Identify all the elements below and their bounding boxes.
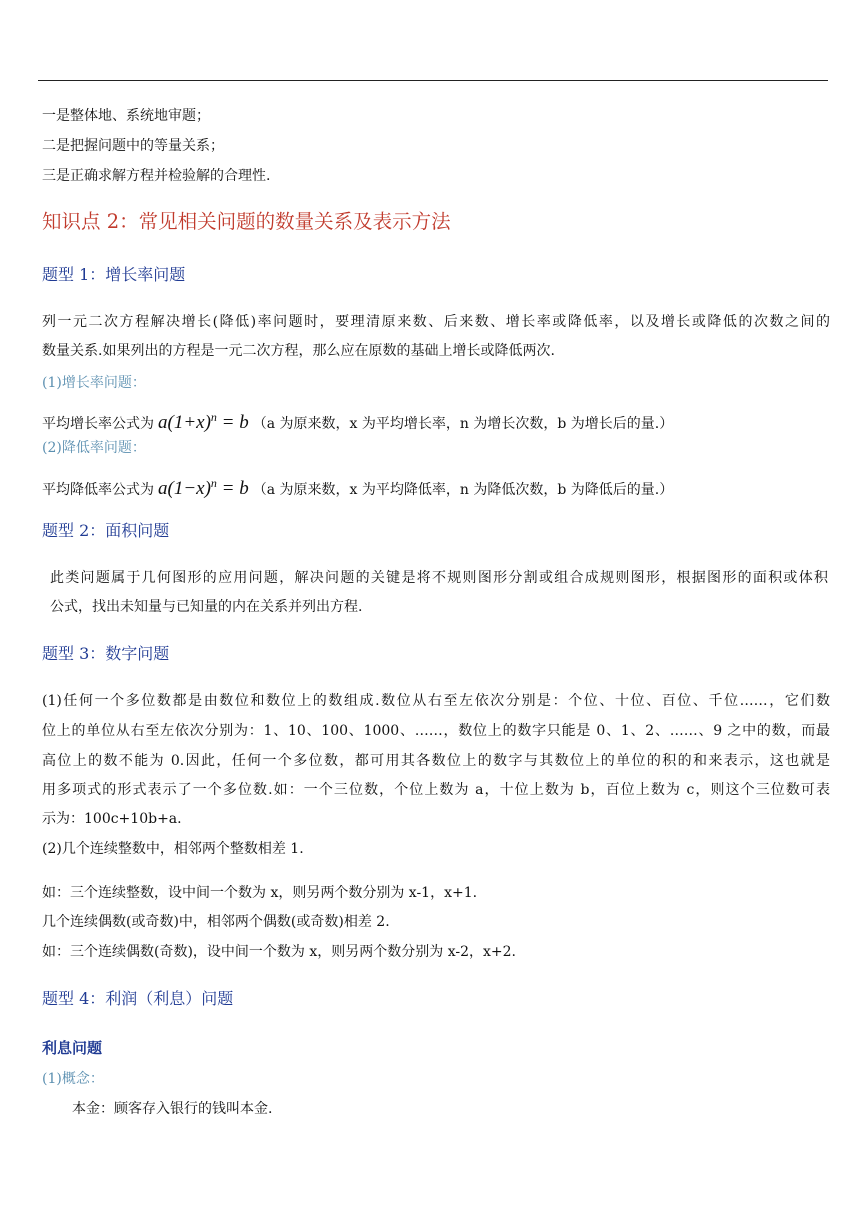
type3-title: 题型 3：数字问题 — [42, 644, 170, 663]
growth-formula-exponent: n — [210, 410, 217, 424]
growth-prefix: 平均增长率公式为 — [42, 416, 154, 432]
principal-definition: 本金：顾客存入银行的钱叫本金. — [72, 1101, 273, 1117]
type2-para-line-1: 此类问题属于几何图形的应用问题，解决问题的关键是将不规则图形分割或组合成规则图形，根据图形的面积或体积 — [50, 570, 828, 586]
type3-example-1: 如：三个连续整数，设中间一个数为 x，则另两个数分别为 x-1，x+1. — [42, 885, 478, 901]
decline-formula-base: a(1−x) — [158, 478, 211, 499]
type3-example-3: 如：三个连续偶数(奇数)，设中间一个数为 x，则另两个数分别为 x-2，x+2. — [42, 944, 516, 960]
type3-p1-line-2: 位上的单位从右至左依次分别为：1、10、100、1000、……，数位上的数字只能是 0、1、2、……、9 之中的数，而最 — [42, 723, 830, 739]
type1-para-line-2: 数量关系.如果列出的方程是一元二次方程，那么应在原数的基础上增长或降低两次. — [42, 343, 555, 359]
type3-p1-line-5: 示为：100c+10b+a. — [42, 811, 182, 827]
intro-line-1: 一是整体地、系统地审题； — [42, 108, 210, 124]
type3-p2: (2)几个连续整数中，相邻两个整数相差 1. — [42, 841, 304, 857]
type2-title: 题型 2：面积问题 — [42, 521, 170, 540]
growth-formula-base: a(1+x) — [158, 412, 211, 433]
growth-formula-line — [42, 404, 674, 433]
interest-subtitle: 利息问题 — [42, 1039, 103, 1057]
decline-subheading: (2)降低率问题： — [42, 440, 146, 456]
decline-note: （a 为原来数，x 为平均降低率，n 为降低次数，b 为降低后的量.） — [252, 482, 674, 498]
type3-p1-line-1: (1)任何一个多位数都是由数位和数位上的数组成.数位从右至左依次分别是：个位、十位、百位、千位……，它们数 — [42, 693, 830, 709]
decline-formula-exponent: n — [210, 476, 217, 490]
type2-para-line-2: 公式，找出未知量与已知量的内在关系并列出方程. — [50, 599, 363, 615]
decline-formula-line — [42, 470, 674, 499]
decline-formula-rhs: = b — [216, 478, 249, 499]
growth-formula-rhs: = b — [216, 412, 249, 433]
type3-example-2: 几个连续偶数(或奇数)中，相邻两个偶数(或奇数)相差 2. — [42, 914, 390, 930]
type4-title: 题型 4：利润（利息）问题 — [42, 989, 234, 1008]
type3-p1-line-4: 用多项式的形式表示了一个多位数.如：一个三位数，个位上数为 a，十位上数为 b，百位上数为 c，则这个三位数可表 — [42, 782, 830, 798]
type1-title: 题型 1：增长率问题 — [42, 265, 186, 284]
growth-formula — [154, 412, 253, 433]
header-rule — [38, 80, 828, 81]
concept-subheading: (1)概念： — [42, 1071, 104, 1087]
type3-p1-line-3: 高位上的数不能为 0.因此，任何一个多位数，都可用其各数位上的数字与其数位上的单位的积的和来表示，这也就是 — [42, 753, 830, 769]
decline-formula — [154, 478, 253, 499]
type1-para-line-1: 列一元二次方程解决增长(降低)率问题时，要理清原来数、后来数、增长率或降低率，以及增长或降低的次数之间的 — [42, 314, 830, 330]
intro-line-3: 三是正确求解方程并检验解的合理性. — [42, 168, 271, 184]
decline-prefix: 平均降低率公式为 — [42, 482, 154, 498]
growth-note: （a 为原来数，x 为平均增长率，n 为增长次数，b 为增长后的量.） — [252, 416, 674, 432]
knowledge-point-title: 知识点 2：常见相关问题的数量关系及表示方法 — [42, 210, 451, 233]
growth-subheading: (1)增长率问题： — [42, 375, 146, 391]
intro-line-2: 二是把握问题中的等量关系； — [42, 138, 224, 154]
